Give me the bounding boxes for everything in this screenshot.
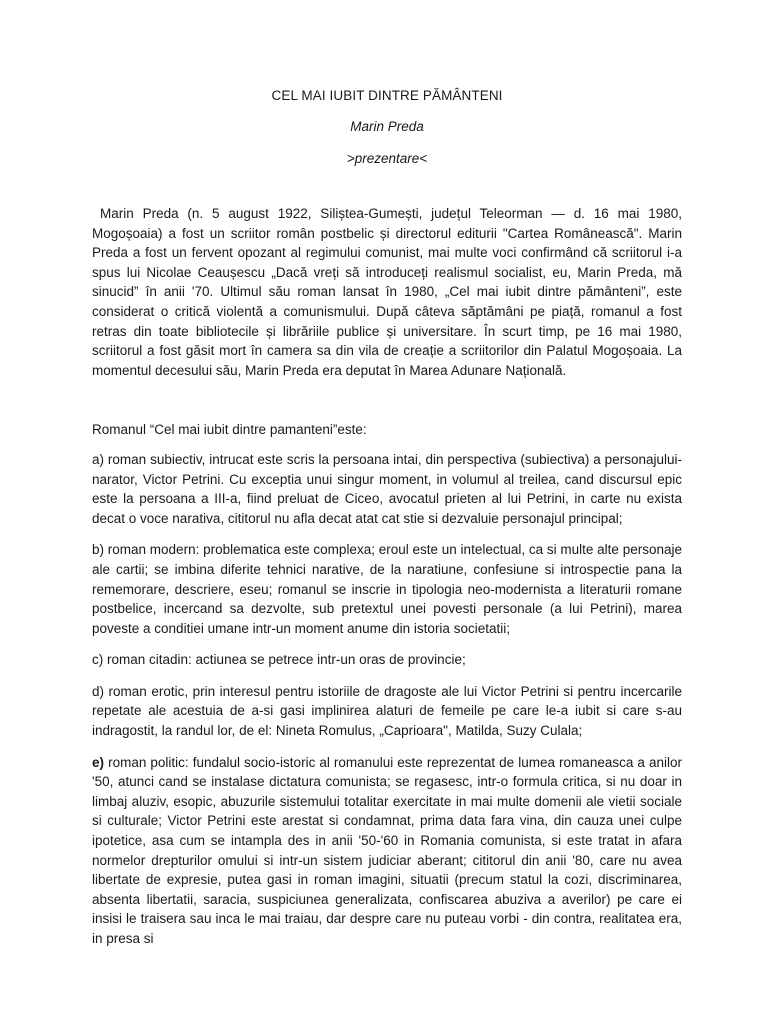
list-item	[92, 650, 682, 670]
item-text: fundalul socio-istoric al romanului este reprezentat de lumea romaneasca a anilor '50, atunci cand se instalase dictatura comunista; se regasesc, intr-o formula critica, si nu doar in limbaj aluziv, esopic, abuzurile sistemului totalitar exercitate in mai multe domenii ale vietii sociale si culturale; Victor Petrini este arestat si condamnat, prima data fara vina, din cauza unei culpe ipotetice, asa cum se intampla des in anii '50-'60 in Romania comunista, si este tratat in afara normelor drepturilor omului si intr-un sistem judiciar aberant; cititorul din anii '80, care nu avea libertate de expresie, putea gasi in roman imagini, situatii (precum statul la cozi, discriminarea, absenta libertatii, saracia, suspiciunea generalizata, confiscarea abuziva a averilor) pe care ei insisi le traisera sau inca le mai traiau, dar despre care nu puteau vorbi - din contra, realitatea era, in presa si	[92, 754, 682, 946]
item-label: b) roman modern:	[92, 542, 200, 558]
item-text: , prin interesul pentru istoriile de dragoste ale lui Victor Petrini si pentru incercarile repetate ale acestuia de a-si gasi implinirea alaturi de femeile pe care le-a iubit si care s-au indragostit, la randul lor, de el: Nineta Romulus, „Caprioara", Matilda, Suzy Culala;	[92, 683, 682, 739]
list-item	[92, 540, 682, 638]
item-label: c) roman citadin:	[92, 652, 192, 668]
list-item	[92, 753, 682, 949]
list-item	[92, 450, 682, 528]
list-item	[92, 682, 682, 741]
intro-paragraph: Marin Preda (n. 5 august 1922, Siliștea-Gumești, județul Teleorman — d. 16 mai 1980, Mogoșoaia) a fost un scriitor român postbelic și directorul editurii "Cartea Românească". Marin Preda a fost un fervent opozant al regimului comunist, mai multe voci confirmând că scriitorul i-a spus lui Nicolae Ceaușescu „Dacă vreți să introduceți realismul socialist, eu, Marin Preda, mă sinucid” în anii '70. Ultimul său roman lansat în 1980, „Cel mai iubit dintre pământeni”, este considerat o critică violentă a comunismului. După câteva săptămâni pe piață, romanul a fost retras din toate bibliotecile și librăriile publice și universitare. În scurt timp, pe 16 mai 1980, scriitorul a fost găsit mort în camera sa din vila de creație a scriitorilor din Palatul Mogoșoaia. La momentul decesului său, Marin Preda era deputat în Marea Adunare Națională.	[92, 206, 682, 378]
item-text: , intrucat este scris la persoana intai, din perspectiva (subiectiva) a personajului-narator, Victor Petrini. Cu exceptia unui singur moment, in volumul al treilea, cand discursul epic este la persoana a III-a, fiind preluat de Ciceo, avocatul prieten al lui Petrini, in carte nu exista decat o voce narativa, cititorul nu afla decat atat cat stie si dezvaluie personajul principal;	[92, 451, 682, 526]
item-label: d) roman erotic	[92, 683, 185, 699]
item-text: problematica este complexa; eroul este un intelectual, ca si multe alte personaje ale cartii; se imbina diferite tehnici narative, de la naratiune, confesiune si introspectie pana la rememorare, descriere, eseu; romanul se inscrie in tipologia neo-modernista a literaturii romane postbelice, incercand sa dezvolte, sub pretextul unei povesti personale (a lui Petrini), marea poveste a conditiei umane intr-un moment anume din istoria societatii;	[92, 542, 683, 636]
item-label: a) roman subiectiv	[92, 451, 202, 467]
document-subtitle: >prezentare<	[346, 151, 428, 166]
document-title: CEL MAI IUBIT DINTRE PĂMÂNTENI	[271, 88, 503, 103]
item-text: actiunea se petrece intr-un oras de provincie;	[191, 652, 466, 668]
item-label-marker: e)	[92, 754, 105, 770]
section-intro: Romanul “Cel mai iubit dintre pamanteni”este:	[92, 422, 367, 438]
item-label: roman politic:	[104, 754, 189, 770]
author-name: Marin Preda	[350, 119, 424, 134]
